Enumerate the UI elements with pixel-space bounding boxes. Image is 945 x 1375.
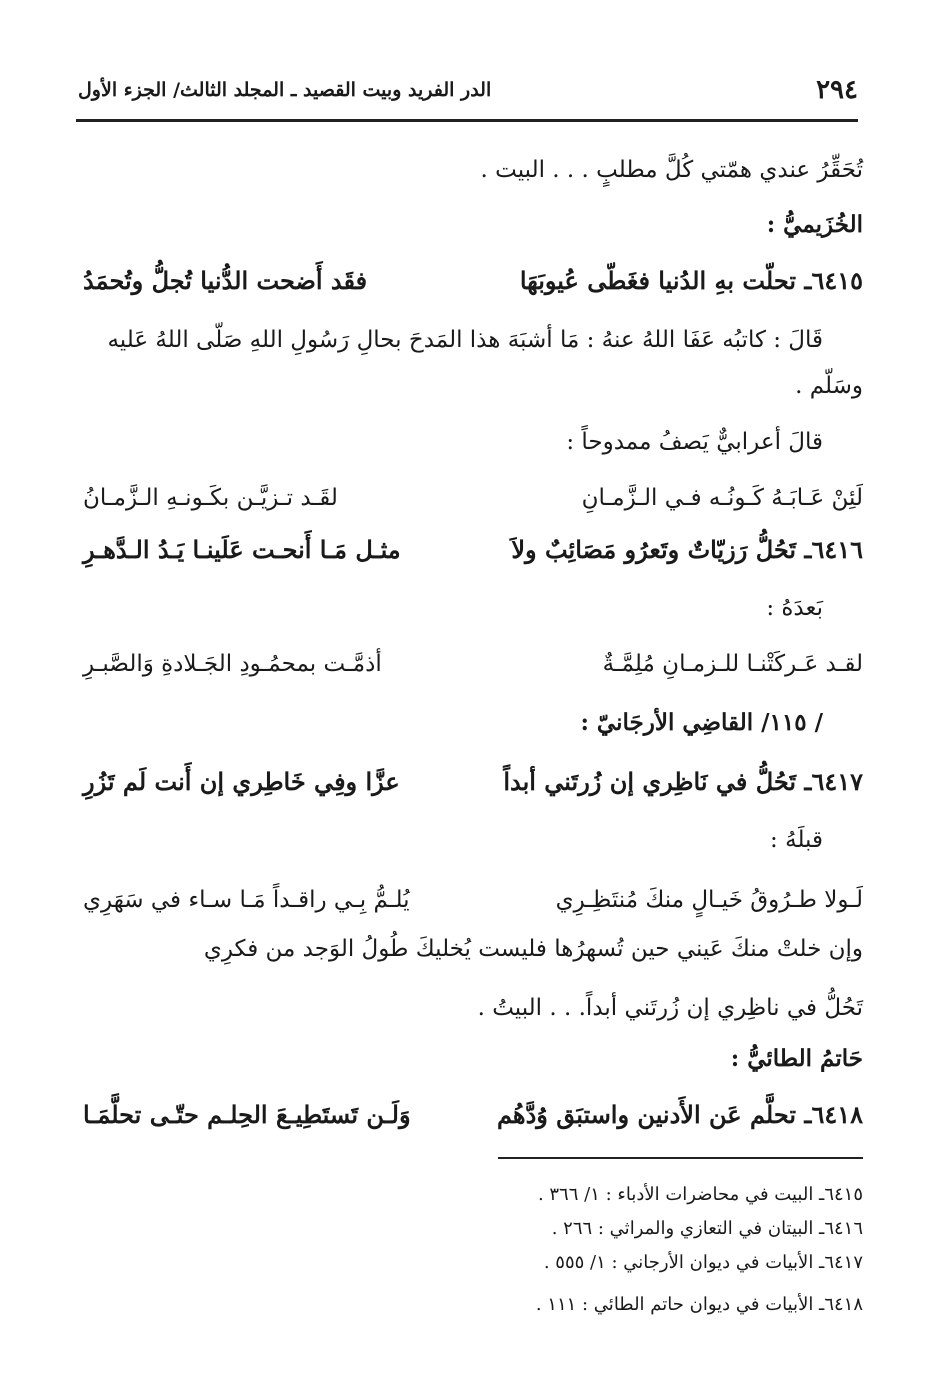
verse-first-hemistich: ٦٤١٦ـ تَحُلُّ رَزيّاتٌ وتَعرُو مَصَائِبٌ ولاَ bbox=[511, 534, 863, 564]
text-line: قالَ أعرابيٌّ يَصفُ ممدوحاً : bbox=[566, 429, 823, 455]
text-line: بَعدَهُ : bbox=[766, 595, 823, 621]
poet-heading: الخُزَيميُّ : bbox=[766, 211, 863, 238]
verse-6416 bbox=[83, 529, 863, 569]
verse-second-hemistich: أذمَّـت بمحمُـودِ الجَـلادةِ وَالصَّبـرِ bbox=[83, 651, 382, 677]
verse-second-hemistich: يُلـمُّ بِـي راقـداً مَـا سـاء في سَهَرِي bbox=[83, 887, 410, 913]
verse-6415 bbox=[83, 260, 863, 300]
header-divider bbox=[76, 119, 858, 122]
verse-6418 bbox=[83, 1094, 863, 1134]
footnote: ٦٤١٧ـ الأبيات في ديوان الأرجاني : ١/ ٥٥٥ . bbox=[543, 1252, 863, 1273]
text-line: قبلَهُ : bbox=[770, 827, 823, 853]
verse-first-hemistich: ٦٤١٧ـ تَحُلُّ في نَاظِري إن زُرتَني أبداً bbox=[503, 766, 863, 796]
running-title: الدر الفريد وبيت القصيد ـ المجلد الثالث/ الجزء الأول bbox=[78, 79, 492, 101]
verse-first-hemistich: ٦٤١٥ـ تحلّت بهِ الدُنيا فغَطّى عُيوبَهَا bbox=[519, 265, 863, 295]
verse-first-hemistich: لَـولا طـرُوقُ خَيـالٍ منكَ مُنتَظِـرِي bbox=[555, 887, 863, 913]
footnote-divider bbox=[498, 1157, 863, 1159]
verse bbox=[83, 880, 863, 920]
verse-first-hemistich: لَئِنْ عَـابَـهُ كَـونُـه فـي الـزَّمـانِ bbox=[581, 485, 863, 511]
verse bbox=[83, 478, 863, 518]
poet-heading: / ١١٥/ القاضِي الأرجَانيّ : bbox=[580, 709, 823, 736]
prose-line: قَالَ : كاتبُه عَفَا اللهُ عنهُ : مَا أشبَهَ هذا المَدحَ بحالِ رَسُولِ اللهِ صَلّى اللهُ عَليه bbox=[107, 327, 823, 353]
prose-line: وسَلّم . bbox=[795, 373, 863, 399]
verse-second-hemistich: فقَد أَضحت الدُّنيا تُجلُّ وتُحمَدُ bbox=[83, 265, 368, 295]
text-line: وإن خلتْ منكَ عَيني حين تُسهرُها فليست يُخليكَ طُولُ الوَجد من فكرِي bbox=[203, 936, 863, 962]
running-header bbox=[78, 70, 858, 110]
poet-heading: حَاتمُ الطائيُّ : bbox=[730, 1045, 863, 1072]
verse-second-hemistich: عزَّا وفِي خَاطِري إن أَنت لَم تَزُرِ bbox=[83, 766, 400, 796]
footnote: ٦٤١٥ـ البيت في محاضرات الأدباء : ١/ ٣٦٦ . bbox=[537, 1184, 863, 1205]
verse bbox=[83, 644, 863, 684]
verse-first-hemistich: ٦٤١٨ـ تحلَّم عَن الأَدنين واستبَق وُدَّهُم bbox=[496, 1099, 863, 1129]
page-number: ٢٩٤ bbox=[816, 75, 858, 105]
verse-6417 bbox=[83, 761, 863, 801]
text-line: تَحُلُّ في ناظِري إن زُرتَني أبداً. . . البيتُ . bbox=[477, 995, 863, 1021]
text-line: تُحَقِّرُ عندي همّتي كُلَّ مطلبٍ . . . البيت . bbox=[480, 157, 863, 183]
verse-first-hemistich: لقـد عَـركَتْنـا للـزمـانِ مُلِمَّـةٌ bbox=[602, 651, 863, 677]
verse-second-hemistich: لقَـد تـزيَّـن بكَـونـهِ الـزَّمـانُ bbox=[83, 485, 338, 511]
footnote: ٦٤١٨ـ الأبيات في ديوان حاتم الطائي : ١١١ . bbox=[535, 1294, 863, 1315]
verse-second-hemistich: مثـل مَـا أَنحـت عَلَينـا يَـدُ الـدَّهـرِ bbox=[83, 534, 401, 564]
verse-second-hemistich: وَلَـن تَستَطِيـعَ الحِلـم حتّـى تحلَّمَـا bbox=[83, 1099, 411, 1129]
footnote: ٦٤١٦ـ البيتان في التعازي والمراثي : ٢٦٦ . bbox=[551, 1218, 863, 1239]
